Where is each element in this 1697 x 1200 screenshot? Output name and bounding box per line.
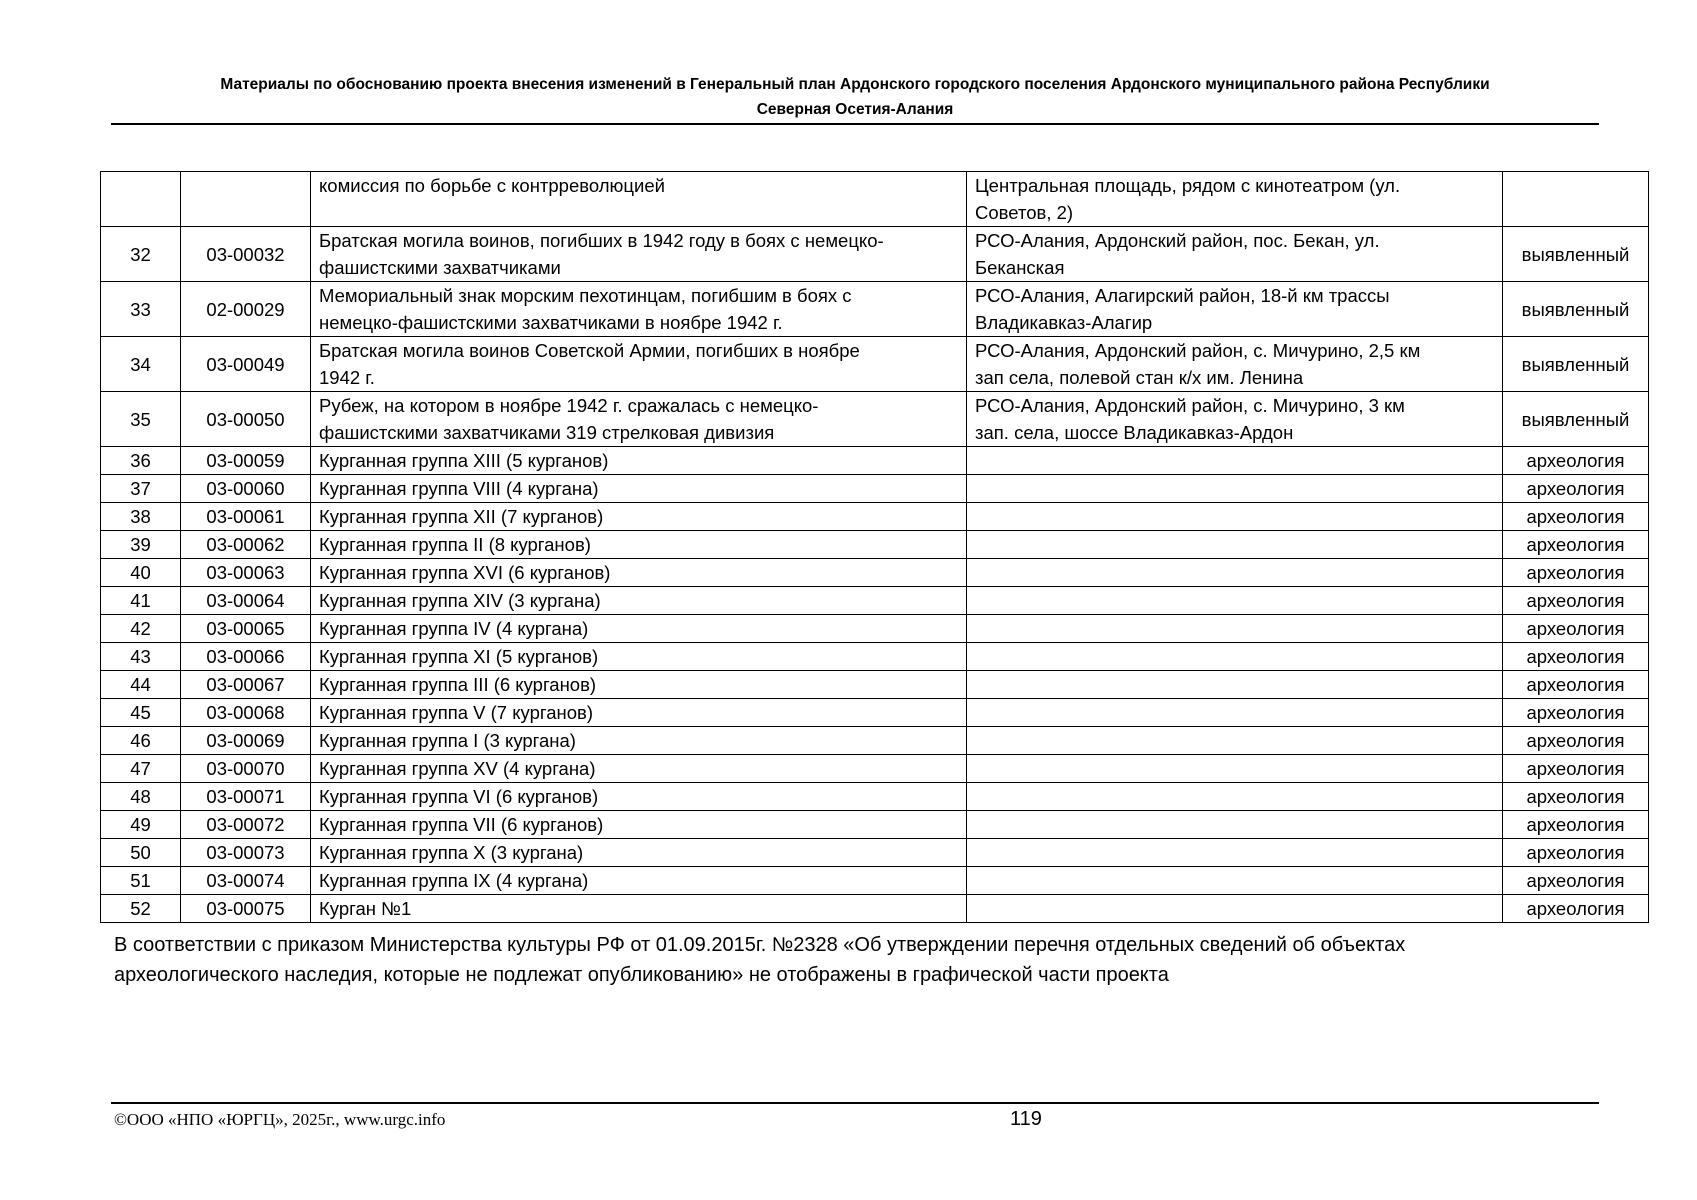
registry-code-cell: 03-00061 bbox=[181, 503, 311, 531]
footnote bbox=[114, 930, 1644, 990]
monuments-table bbox=[100, 171, 1649, 923]
header-title-line-1: Материалы по обоснованию проекта внесения изменений в Генеральный план Ардонского городского поселения Ардонского муниципального района Республики bbox=[220, 76, 1490, 93]
table-row bbox=[101, 172, 1649, 227]
registry-code-cell: 03-00069 bbox=[181, 727, 311, 755]
table-row bbox=[101, 811, 1649, 839]
copyright: ©ООО «НПО «ЮРГЦ», 2025г., www.urgc.info bbox=[114, 1110, 446, 1129]
object-name-cell: Курганная группа XI (5 курганов) bbox=[311, 643, 967, 671]
table-row bbox=[101, 783, 1649, 811]
address-cell bbox=[967, 699, 1503, 727]
object-name-cell bbox=[311, 172, 967, 227]
category-cell: выявленный bbox=[1503, 392, 1649, 447]
category-cell: выявленный bbox=[1503, 282, 1649, 337]
address-cell bbox=[967, 839, 1503, 867]
object-name-cell: Курганная группа XIII (5 курганов) bbox=[311, 447, 967, 475]
address-line: РСО-Алания, Алагирский район, 18-й км трассы bbox=[975, 285, 1390, 306]
category-cell: археология bbox=[1503, 643, 1649, 671]
registry-code-cell: 03-00068 bbox=[181, 699, 311, 727]
row-number-cell: 48 bbox=[101, 783, 181, 811]
row-number-cell: 45 bbox=[101, 699, 181, 727]
object-name-cell: Курганная группа XIV (3 кургана) bbox=[311, 587, 967, 615]
table-row bbox=[101, 503, 1649, 531]
address-line: РСО-Алания, Ардонский район, пос. Бекан, ул. bbox=[975, 230, 1380, 251]
address-cell bbox=[967, 392, 1503, 447]
object-name-cell: Курганная группа X (3 кургана) bbox=[311, 839, 967, 867]
category-cell: археология bbox=[1503, 727, 1649, 755]
registry-code-cell bbox=[181, 172, 311, 227]
header-title-line-2: Северная Осетия-Алания bbox=[756, 101, 954, 118]
table-row bbox=[101, 531, 1649, 559]
address-cell bbox=[967, 587, 1503, 615]
row-number-cell: 41 bbox=[101, 587, 181, 615]
row-number-cell: 40 bbox=[101, 559, 181, 587]
category-cell: археология bbox=[1503, 867, 1649, 895]
object-name-cell: Курганная группа IV (4 кургана) bbox=[311, 615, 967, 643]
address-cell bbox=[967, 503, 1503, 531]
address-cell bbox=[967, 337, 1503, 392]
address-line: зап. села, шоссе Владикавказ-Ардон bbox=[975, 422, 1294, 443]
category-cell: археология bbox=[1503, 811, 1649, 839]
object-name-cell: Курганная группа I (3 кургана) bbox=[311, 727, 967, 755]
table-row bbox=[101, 643, 1649, 671]
registry-code-cell: 03-00032 bbox=[181, 227, 311, 282]
address-cell bbox=[967, 282, 1503, 337]
object-name-cell bbox=[311, 392, 967, 447]
row-number-cell bbox=[101, 172, 181, 227]
address-line: Владикавказ-Алагир bbox=[975, 312, 1153, 333]
category-cell: археология bbox=[1503, 531, 1649, 559]
object-name-cell bbox=[311, 337, 967, 392]
footnote-line-1: В соответствии с приказом Министерства культуры РФ от 01.09.2015г. №2328 «Об утверждении перечня отдельных сведений об объектах bbox=[114, 934, 1406, 956]
address-line: зап села, полевой стан к/х им. Ленина bbox=[975, 367, 1304, 388]
object-name-cell: Курганная группа XVI (6 курганов) bbox=[311, 559, 967, 587]
category-cell bbox=[1503, 172, 1649, 227]
row-number-cell: 51 bbox=[101, 867, 181, 895]
row-number-cell: 35 bbox=[101, 392, 181, 447]
object-name-cell: Курганная группа VII (6 курганов) bbox=[311, 811, 967, 839]
address-cell bbox=[967, 447, 1503, 475]
registry-code-cell: 03-00060 bbox=[181, 475, 311, 503]
address-line: РСО-Алания, Ардонский район, с. Мичурино, 3 км bbox=[975, 395, 1405, 416]
category-cell: археология bbox=[1503, 895, 1649, 923]
object-name-cell: Курганная группа XII (7 курганов) bbox=[311, 503, 967, 531]
row-number-cell: 47 bbox=[101, 755, 181, 783]
page-number: 119 bbox=[1010, 1108, 1042, 1130]
table-row bbox=[101, 699, 1649, 727]
category-cell: выявленный bbox=[1503, 337, 1649, 392]
object-name-line: фашистскими захватчиками 319 стрелковая дивизия bbox=[319, 422, 775, 443]
object-name-cell: Курганная группа IX (4 кургана) bbox=[311, 867, 967, 895]
object-name-line: 1942 г. bbox=[319, 367, 375, 388]
category-cell: археология bbox=[1503, 699, 1649, 727]
row-number-cell: 46 bbox=[101, 727, 181, 755]
registry-code-cell: 03-00062 bbox=[181, 531, 311, 559]
address-cell bbox=[967, 755, 1503, 783]
object-name-line: комиссия по борьбе с контрреволюцией bbox=[319, 175, 665, 196]
row-number-cell: 52 bbox=[101, 895, 181, 923]
table-row bbox=[101, 615, 1649, 643]
category-cell: археология bbox=[1503, 503, 1649, 531]
object-name-cell: Курганная группа II (8 курганов) bbox=[311, 531, 967, 559]
address-cell bbox=[967, 671, 1503, 699]
object-name-line: Братская могила воинов Советской Армии, погибших в ноябре bbox=[319, 340, 860, 361]
registry-code-cell: 03-00075 bbox=[181, 895, 311, 923]
registry-code-cell: 03-00073 bbox=[181, 839, 311, 867]
registry-code-cell: 03-00063 bbox=[181, 559, 311, 587]
table-row bbox=[101, 475, 1649, 503]
category-cell: археология bbox=[1503, 755, 1649, 783]
object-name-cell: Курганная группа VI (6 курганов) bbox=[311, 783, 967, 811]
address-cell bbox=[967, 811, 1503, 839]
row-number-cell: 37 bbox=[101, 475, 181, 503]
registry-code-cell: 02-00029 bbox=[181, 282, 311, 337]
registry-code-cell: 03-00065 bbox=[181, 615, 311, 643]
row-number-cell: 43 bbox=[101, 643, 181, 671]
address-cell bbox=[967, 559, 1503, 587]
object-name-cell bbox=[311, 227, 967, 282]
object-name-line: немецко-фашистскими захватчиками в ноябре 1942 г. bbox=[319, 312, 783, 333]
row-number-cell: 50 bbox=[101, 839, 181, 867]
row-number-cell: 39 bbox=[101, 531, 181, 559]
registry-code-cell: 03-00066 bbox=[181, 643, 311, 671]
object-name-cell: Курганная группа VIII (4 кургана) bbox=[311, 475, 967, 503]
category-cell: археология bbox=[1503, 615, 1649, 643]
address-cell bbox=[967, 783, 1503, 811]
row-number-cell: 33 bbox=[101, 282, 181, 337]
address-cell bbox=[967, 615, 1503, 643]
footnote-line-2: археологического наследия, которые не подлежат опубликованию» не отображены в графической части проекта bbox=[114, 964, 1169, 986]
address-cell bbox=[967, 227, 1503, 282]
table-row bbox=[101, 755, 1649, 783]
category-cell: археология bbox=[1503, 475, 1649, 503]
row-number-cell: 32 bbox=[101, 227, 181, 282]
object-name-cell: Курган №1 bbox=[311, 895, 967, 923]
object-name-cell: Курганная группа XV (4 кургана) bbox=[311, 755, 967, 783]
table-row bbox=[101, 337, 1649, 392]
header-divider bbox=[111, 123, 1599, 125]
address-cell bbox=[967, 172, 1503, 227]
object-name-line: фашистскими захватчиками bbox=[319, 257, 561, 278]
object-name-line: Братская могила воинов, погибших в 1942 году в боях с немецко- bbox=[319, 230, 884, 251]
address-line: Советов, 2) bbox=[975, 202, 1074, 223]
address-cell bbox=[967, 895, 1503, 923]
table-row bbox=[101, 282, 1649, 337]
row-number-cell: 36 bbox=[101, 447, 181, 475]
row-number-cell: 44 bbox=[101, 671, 181, 699]
registry-code-cell: 03-00072 bbox=[181, 811, 311, 839]
registry-code-cell: 03-00049 bbox=[181, 337, 311, 392]
registry-code-cell: 03-00050 bbox=[181, 392, 311, 447]
registry-code-cell: 03-00067 bbox=[181, 671, 311, 699]
address-cell bbox=[967, 643, 1503, 671]
address-cell bbox=[967, 867, 1503, 895]
table-row bbox=[101, 867, 1649, 895]
registry-code-cell: 03-00074 bbox=[181, 867, 311, 895]
table-row bbox=[101, 559, 1649, 587]
table-row bbox=[101, 839, 1649, 867]
object-name-line: Мемориальный знак морским пехотинцам, погибшим в боях с bbox=[319, 285, 852, 306]
table-row bbox=[101, 727, 1649, 755]
row-number-cell: 34 bbox=[101, 337, 181, 392]
row-number-cell: 38 bbox=[101, 503, 181, 531]
address-cell bbox=[967, 475, 1503, 503]
category-cell: археология bbox=[1503, 447, 1649, 475]
registry-code-cell: 03-00059 bbox=[181, 447, 311, 475]
object-name-cell bbox=[311, 282, 967, 337]
row-number-cell: 49 bbox=[101, 811, 181, 839]
monuments-table-body bbox=[101, 172, 1649, 923]
registry-code-cell: 03-00071 bbox=[181, 783, 311, 811]
table-row bbox=[101, 447, 1649, 475]
registry-code-cell: 03-00070 bbox=[181, 755, 311, 783]
category-cell: археология bbox=[1503, 671, 1649, 699]
category-cell: археология bbox=[1503, 559, 1649, 587]
table-row bbox=[101, 227, 1649, 282]
address-line: Беканская bbox=[975, 257, 1065, 278]
category-cell: археология bbox=[1503, 839, 1649, 867]
category-cell: выявленный bbox=[1503, 227, 1649, 282]
document-header bbox=[111, 72, 1599, 122]
table-row bbox=[101, 895, 1649, 923]
table-row bbox=[101, 587, 1649, 615]
address-cell bbox=[967, 531, 1503, 559]
registry-code-cell: 03-00064 bbox=[181, 587, 311, 615]
address-line: Центральная площадь, рядом с кинотеатром (ул. bbox=[975, 175, 1401, 196]
object-name-line: Рубеж, на котором в ноябре 1942 г. сражалась с немецко- bbox=[319, 395, 819, 416]
footer-divider bbox=[111, 1102, 1599, 1104]
table-row bbox=[101, 671, 1649, 699]
category-cell: археология bbox=[1503, 783, 1649, 811]
category-cell: археология bbox=[1503, 587, 1649, 615]
object-name-cell: Курганная группа III (6 курганов) bbox=[311, 671, 967, 699]
row-number-cell: 42 bbox=[101, 615, 181, 643]
address-cell bbox=[967, 727, 1503, 755]
object-name-cell: Курганная группа V (7 курганов) bbox=[311, 699, 967, 727]
address-line: РСО-Алания, Ардонский район, с. Мичурино, 2,5 км bbox=[975, 340, 1421, 361]
table-row bbox=[101, 392, 1649, 447]
